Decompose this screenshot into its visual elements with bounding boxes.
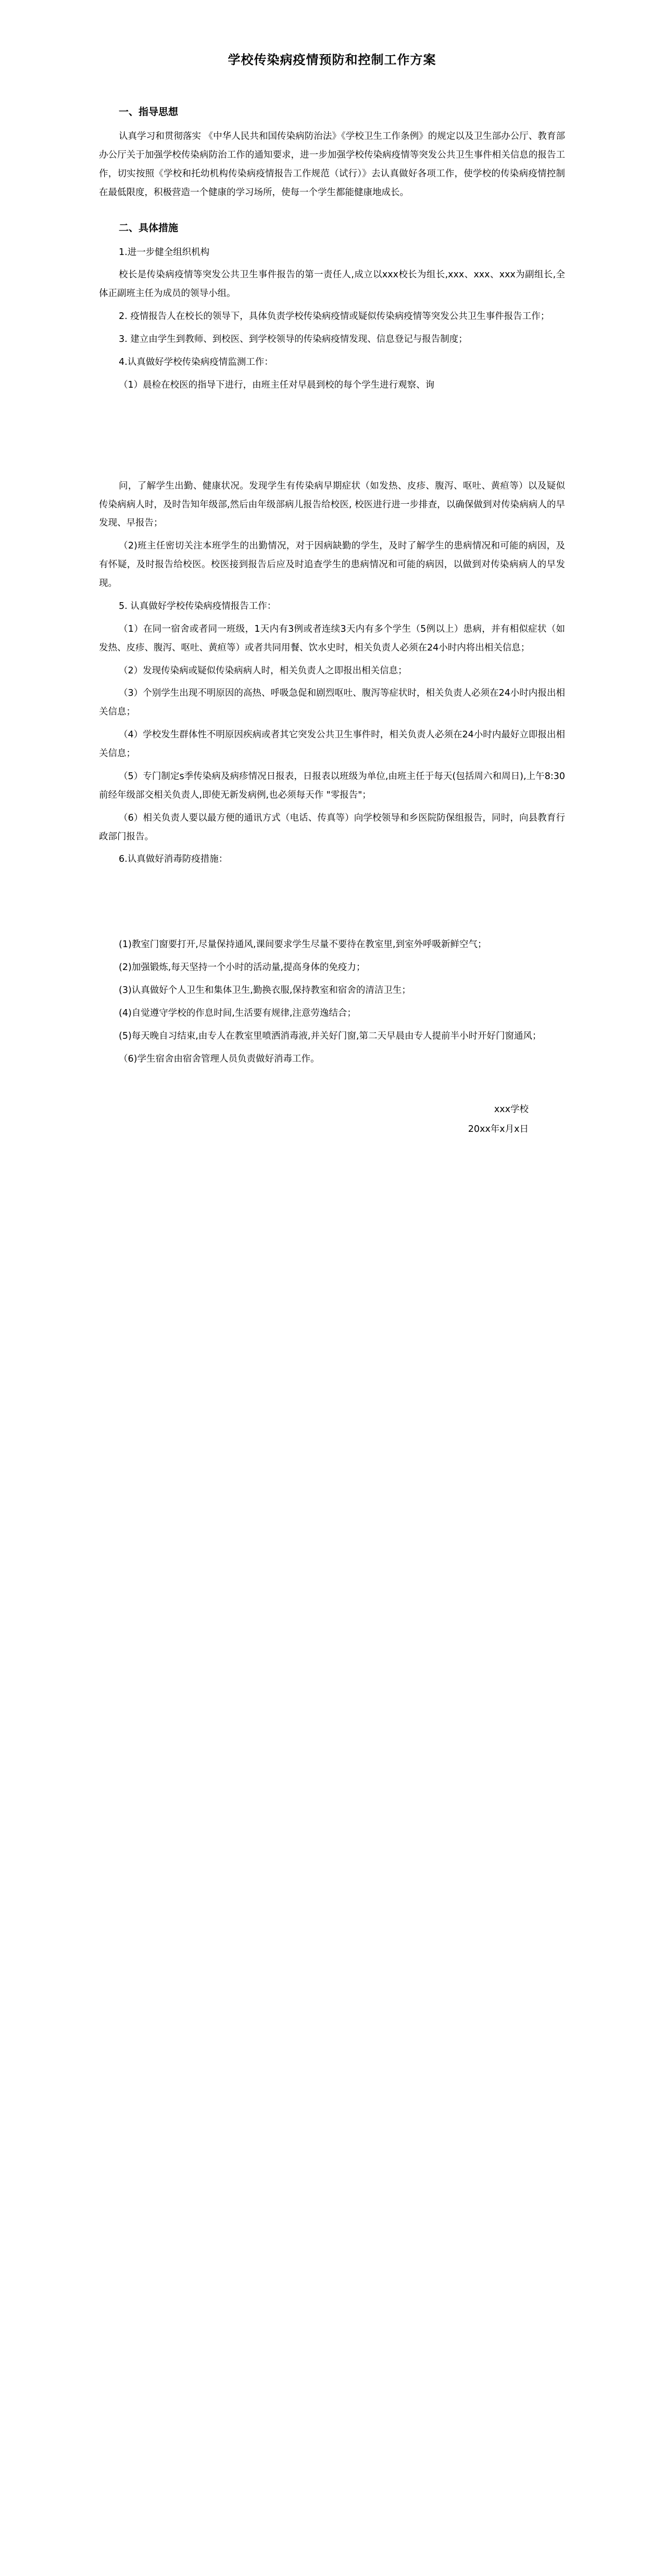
paragraph: 4.认真做好学校传染病疫情监测工作： <box>119 356 273 367</box>
page-break-gap <box>99 399 565 477</box>
paragraph: 6.认真做好消毒防疫措施： <box>119 854 228 865</box>
section-heading-specific-measures: 二、具体措施 <box>119 222 179 234</box>
paragraph: （5）专门制定s季传染病及病疹情况日报表，日报表以班级为单位,由班主任于每天(包括周六和周日),上午8:30前经年级部交相关负责人,即使无新发病例,也必须每天作 "零报告"； <box>99 771 565 800</box>
section-heading-guiding-ideology: 一、指导思想 <box>119 106 179 118</box>
paragraph: 认真学习和贯彻落实 《中华人民共和国传染病防治法》《学校卫生工作条例》的规定以及卫生部办公厅、教育部办公厅关于加强学校传染病防治工作的通知要求，进一步加强学校传染病疫情等突发公共卫生事件相关信息的报告工作，切实按照《学校和托幼机构传染病疫情报告工作规范（试行）》去认真做好各项工作，使学校的传染病疫情控制在最低限度，积极营造一个健康的学习场所，使每一个学生都能健康地成长。 <box>99 131 565 198</box>
paragraph: (4)自觉遵守学校的作息时间,生活要有规律,注意劳逸结合； <box>119 1008 356 1018</box>
page-break-gap <box>99 873 565 936</box>
signature-org: xxx学校 <box>494 1104 529 1115</box>
paragraph: （6）相关负责人要以最方便的通讯方式（电话、传真等）向学校领导和乡医院防保组报告，同时，向县教育行政部门报告。 <box>99 812 565 842</box>
paragraph: (1)教室门窗要打开,尽量保持通风,课间要求学生尽量不要待在教室里,到室外呼吸新鲜空气； <box>119 939 487 950</box>
page-title: 学校传染病疫情预防和控制工作方案 <box>228 53 436 67</box>
signature-date: 20xx年x月x日 <box>468 1124 529 1135</box>
paragraph: 校长是传染病疫情等突发公共卫生事件报告的第一责任人,成立以xxx校长为组长,xxx、xxx、xxx为副组长,全体正副班主任为成员的领导小组。 <box>99 270 565 299</box>
paragraph: 1.进一步健全组织机构 <box>119 247 210 258</box>
paragraph: 问，了解学生出勤、健康状况。发现学生有传染病早期症状（如发热、皮疹、腹泻、呕吐、黄疸等）以及疑似传染病病人时，及时告知年级部,然后由年级部病儿报告给校医, 校医进行进一步排查，以确保做到对传染病病人的早发现、早报告； <box>99 480 565 529</box>
paragraph: 3. 建立由学生到教师、到校医、到学校领导的传染病疫情发现、信息登记与报告制度； <box>119 334 468 345</box>
paragraph: (3)认真做好个人卫生和集体卫生,勤换衣服,保持教室和宿舍的清洁卫生； <box>119 985 411 996</box>
paragraph: 2. 疫情报告人在校长的领导下，具体负责学校传染病疫情或疑似传染病疫情等突发公共卫生事件报告工作； <box>119 311 550 322</box>
paragraph: （6)学生宿舍由宿舍管理人员负责做好消毒工作。 <box>119 1053 320 1064</box>
paragraph: （2）发现传染病或疑似传染病病人时，相关负责人之即报出相关信息； <box>119 665 407 676</box>
paragraph: (5)每天晚自习结束,由专人在教室里喷洒消毒液,并关好门窗,第二天早晨由专人提前半小时开好门窗通风； <box>119 1030 542 1041</box>
paragraph: (2)加强锻炼,每天坚持一个小时的活动量,提高身体的免疫力； <box>119 962 366 973</box>
signature-block <box>99 1100 565 1140</box>
paragraph: （1）晨检在校医的指导下进行，由班主任对早晨到校的每个学生进行观察、询 <box>119 379 435 390</box>
paragraph: （2)班主任密切关注本班学生的出勤情况，对于因病缺勤的学生，及时了解学生的患病情况和可能的病因，及有怀疑，及时报告给校医。校医接到报告后应及时追查学生的患病情况和可能的病因，以做到对传染病病人的早发现。 <box>99 541 565 589</box>
paragraph: （3）个别学生出现不明原因的高热、呼吸急促和剧烈呕吐、腹泻等症状时，相关负责人必须在24小时内报出相关信息； <box>99 688 565 718</box>
paragraph: （4）学校发生群体性不明原因疾病或者其它突发公共卫生事件时，相关负责人必须在24小时内最好立即报出相关信息； <box>99 730 565 759</box>
paragraph: （1）在同一宿舍或者同一班级，1天内有3例或者连续3天内有多个学生（5例以上）患病，并有相似症状（如发热、皮疹、腹泻、呕吐、黄疸等）或者共同用餐、饮水史时，相关负责人必须在24小时内将出相关信息； <box>99 623 565 653</box>
paragraph: 5. 认真做好学校传染病疫情报告工作： <box>119 601 277 611</box>
